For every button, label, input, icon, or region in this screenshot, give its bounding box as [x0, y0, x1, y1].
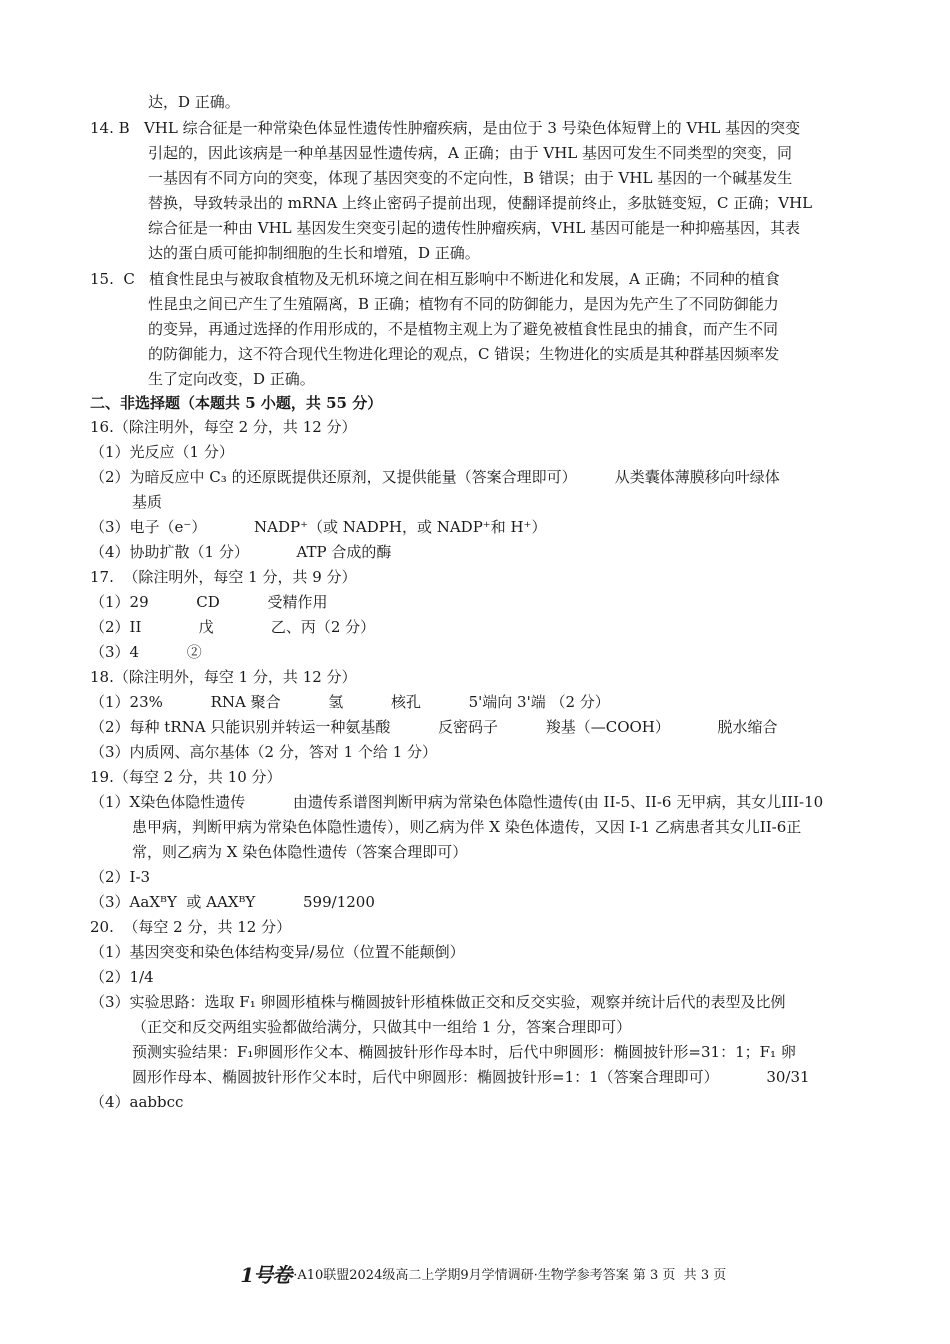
text-line: 18.（除注明外，每空 1 分，共 12 分） — [90, 668, 357, 686]
text-line: （4）协助扩散（1 分） ATP 合成的酶 — [90, 543, 392, 561]
text-line: （1）23% RNA 聚合 氢 核孔 5'端向 3'端 （2 分） — [90, 693, 610, 711]
text-line: 替换，导致转录出的 mRNA 上终止密码子提前出现，使翻译提前终止，多肽链变短，C 正确；VHL — [148, 194, 813, 212]
text-line: （3）内质网、高尔基体（2 分，答对 1 个给 1 分） — [90, 743, 438, 761]
text-line: 引起的，因此该病是一种单基因显性遗传病，A 正确；由于 VHL 基因可发生不同类型的突变，同 — [148, 144, 793, 162]
text-line: （3）4 ② — [90, 643, 202, 661]
text-line: （2）每种 tRNA 只能识别并转运一种氨基酸 反密码子 羧基（—COOH） 脱水缩合 — [90, 718, 778, 736]
text-line: 一基因有不同方向的突变，体现了基因突变的不定向性，B 错误；由于 VHL 基因的一个碱基发生 — [148, 169, 793, 187]
text-line: 达的蛋白质可能抑制细胞的生长和增殖，D 正确。 — [148, 244, 480, 262]
text-line: （4）aabbcc — [90, 1093, 184, 1111]
text-line: （2）II 戊 乙、丙（2 分） — [90, 618, 376, 636]
page-footer — [0, 1248, 950, 1303]
text-line: 生了定向改变，D 正确。 — [148, 370, 315, 388]
text-line: 患甲病，判断甲病为常染色体隐性遗传），则乙病为伴 X 染色体遗传，又因 I-1 乙病患者其女儿II-6正 — [132, 818, 802, 836]
text-line: 综合征是一种由 VHL 基因发生突变引起的遗传性肿瘤疾病，VHL 基因可能是一种抑癌基因，其表 — [148, 219, 801, 237]
text-line: （1）X染色体隐性遗传 由遗传系谱图判断甲病为常染色体隐性遗传(由 II-5、II-6 无甲病，其女儿III-10 — [90, 793, 824, 811]
text-line: （3）电子（e⁻） NADP⁺（或 NADPH，或 NADP⁺和 H⁺） — [90, 518, 547, 536]
text-line: 19.（每空 2 分，共 10 分） — [90, 768, 282, 786]
text-line: （2）I-3 — [90, 868, 151, 886]
text-line: （正交和反交两组实验都做给满分，只做其中一组给 1 分，答案合理即可） — [132, 1018, 632, 1036]
text-line: 16.（除注明外，每空 2 分，共 12 分） — [90, 418, 357, 436]
text-line: 性昆虫之间已产生了生殖隔离，B 正确；植物有不同的防御能力，是因为先产生了不同防御能力 — [148, 295, 779, 313]
text-line: （1）基因突变和染色体结构变异/易位（位置不能颠倒） — [90, 943, 465, 961]
text-line: （1）光反应（1 分） — [90, 443, 234, 461]
text-line: 预测实验结果：F₁卵圆形作父本、椭圆披针形作母本时，后代中卵圆形：椭圆披针形=31：1；F₁ 卵 — [132, 1043, 796, 1061]
text-line: （3）实验思路：选取 F₁ 卵圆形植株与椭圆披针形植株做正交和反交实验，观察并统计后代的表型及比例 — [90, 993, 786, 1011]
text-line: 基质 — [132, 493, 163, 511]
text-line: （1）29 CD 受精作用 — [90, 593, 328, 611]
text-line: 15. C 植食性昆虫与被取食植物及无机环境之间在相互影响中不断进化和发展，A 正确；不同种的植食 — [90, 270, 780, 288]
text-line: 的变异，再通过选择的作用形成的，不是植物主观上为了避免被植食性昆虫的捕食，而产生不同 — [148, 320, 779, 338]
text-line: （3）AaXᴮY 或 AAXᴮY 599/1200 — [90, 893, 375, 911]
text-line: 20. （每空 2 分，共 12 分） — [90, 918, 292, 936]
text-line: 二、非选择题（本题共 5 小题，共 55 分） — [90, 394, 383, 412]
text-line: 达，D 正确。 — [148, 93, 240, 111]
text-line: 圆形作母本、椭圆披针形作父本时，后代中卵圆形：椭圆披针形=1：1（答案合理即可） 30/31 — [132, 1068, 810, 1086]
text-line: （2）1/4 — [90, 968, 154, 986]
text-line: （2）为暗反应中 C₃ 的还原既提供还原剂，又提供能量（答案合理即可） 从类囊体薄膜移向叶绿体 — [90, 468, 780, 486]
text-line: 的防御能力，这不符合现代生物进化理论的观点，C 错误；生物进化的实质是其种群基因频率发 — [148, 345, 780, 363]
text-line: 常，则乙病为 X 染色体隐性遗传（答案合理即可） — [132, 843, 468, 861]
text-line: 14. B VHL 综合征是一种常染色体显性遗传性肿瘤疾病，是由位于 3 号染色体短臂上的 VHL 基因的突变 — [90, 119, 801, 137]
footer-text: ·A10联盟2024级高二上学期9月学情调研·生物学参考答案 第 3 页 共 3 页 — [293, 1268, 727, 1283]
footer-logo: 1号卷 — [240, 1263, 292, 1287]
text-line: 17. （除注明外，每空 1 分，共 9 分） — [90, 568, 357, 586]
